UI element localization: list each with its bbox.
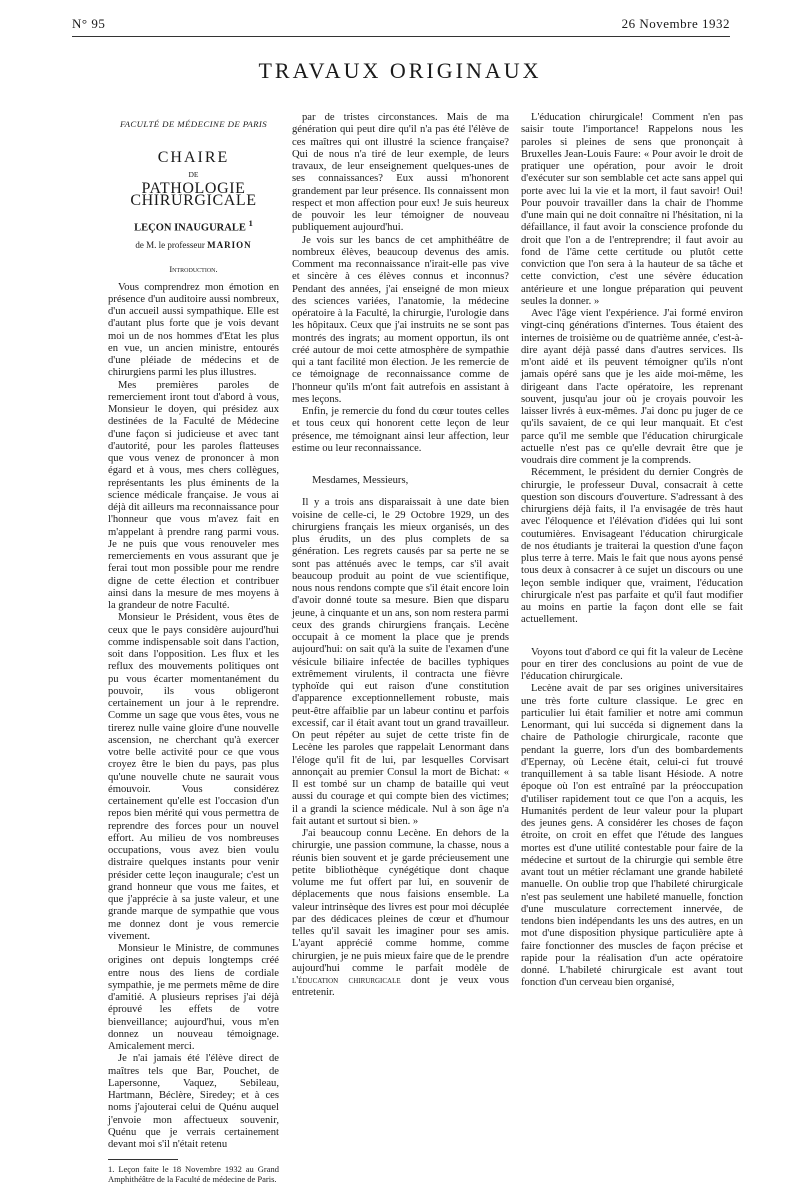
- paragraph: L'éducation chirurgicale! Comment n'en pas saisir toute l'importance! Rappelons nous les paroles si pleines de sens que prononçait à Bruxelles Jean-Louis Faure: « Pour avoir le droit de pratiquer une opération, pour avoir le droit d'exécuter sur son semblable cet acte sans appel qui porte avec lui la vie et la mort, il faut savoir! Oui! Pour pouvoir travailler dans la chair de l'homme d'une main qui ne doit connaître ni l'hésitation, ni la défaillance, il faut avoir la conscience profonde du droit que l'on a de l'entreprendre; il faut avoir au fond de l'âme cette certitude ou plutôt cette conviction que l'on sera à la hauteur de sa tâche et cette conviction, c'est une sévère éducation antérieure et une longue préparation qui peuvent seules la donner. »: [521, 112, 743, 307]
- footnote-number: 1.: [108, 1164, 115, 1175]
- column-3: [521, 112, 743, 1072]
- paragraph: Monsieur le Ministre, de communes origines ont depuis longtemps créé entre nous des liens de cordiale sympathie, je me permets même de dire d'amitié. A plusieurs reprises j'ai déjà éprouvé les effets de votre bienveillance; aujourd'hui, vous m'en donnez un nouveau témoignage. Amicalement merci.: [108, 943, 279, 1052]
- section-gap: [521, 627, 743, 647]
- paragraph: Vous comprendrez mon émotion en présence d'un auditoire aussi nombreux, d'un accueil aussi sympathique. Elle est d'autant plus forte que je vois devant moi un de nos hommes d'Etat les plus en vue, un ancien ministre, entourés d'une pléiade de médecins et de chirurgiens parmi les plus illustres.: [108, 281, 279, 379]
- footnote-rule: [108, 1159, 178, 1160]
- lecon-heading: [108, 217, 279, 235]
- paragraph: [292, 828, 509, 1000]
- paragraph: Monsieur le Président, vous êtes de ceux que le pays considère aujourd'hui comme indispensable soit dans l'action, soit dans l'opposition. Les flux et les reflux des mouvements politiques ont pu vous écarter momentanément du pouvoir, ils vous obligeront certainement un jour à le reprendre. Comme un sage que vous êtes, vous ne tirerez nulle vaine gloire d'une nouvelle ascension, ne cherchant qu'à exercer votre belle activité pour ce que vous croyez être le bien du pays, pas plus qu'une nouvelle chute ne saurait vous émouvoir. Vous considérez certainement qu'elle est l'occasion d'un repos bien mérité qui vous permettra de reprendre des forces pour un nouvel effort. Au milieu de vos nombreuses occupations, vous avez bien voulu distraire quelques instants pour venir présider cette leçon inaugurale; c'est un grand honneur que vous me faites, et que j'apprécie à sa juste valeur, et une grande marque de sympathie que vous me donnez dont je vous remercie vivement.: [108, 612, 279, 942]
- lecon-label: LEÇON INAUGURALE: [134, 222, 246, 234]
- author-name: MARION: [207, 240, 252, 250]
- column-2: [292, 112, 509, 1072]
- paragraph: Il y a trois ans disparaissait à une date bien voisine de celle-ci, le 29 Octobre 1929, un des chirurgiens français les mieux organisés, un des plus érudits, un des plus complets de sa génération. Les regrets causés par sa perte ne se sont pas atténués avec le temps, car s'il avait beaucoup produit au point de vue scientifique, nous nous rendons compte que s'il était encore loin d'avoir donné toute sa mesure. Bien que disparu jeune, à cinquante et un ans, son nom restera parmi ceux des grands chirurgiens français. Lecène occupait à ce moment la place que je prends aujourd'hui: on sait qu'à la suite de l'examen d'une vésicule biliaire infectée de bacilles typhiques extrêmement virulents, il contracta une fièvre typhoïde qui eut raison d'une constitution d'apparence exceptionnellement robuste, mais peut-être affaiblie par un labeur continu et parfois excessif, car il était avant tout un grand travailleur. On peut répéter au sujet de cette triste fin de Lecène les paroles que rappelait Lenormant dans l'éloge qu'il fit de lui, par lesquelles Corvisart annonçait au premier Consul la mort de Bichat: « Il est tombé sur un champ de bataille qui veut aussi du courage et qui compte bien des victimes; il a grandi la science médicale. Nul à son âge n'a fait autant et surtout si bien. »: [292, 497, 509, 827]
- section-title: TRAVAUX ORIGINAUX: [258, 58, 542, 83]
- header-rule: [72, 36, 730, 37]
- intro-heading: Introduction.: [169, 264, 218, 275]
- paragraph: Je vois sur les bancs de cet amphithéâtre de nombreux élèves, beaucoup devenus des amis. Comment ma reconnaissance n'irait-elle pas vive et sincère à ces élèves connus et inconnus? Pendant des années, j'ai enseigné de mon mieux des sciences variées, l'anatomie, la médecine opératoire à la Faculté, la chirurgie, l'urologie dans les hôpitaux. Ceux que j'ai instruits ne se sont pas montrés des ingrats; au moment opportun, ils ont créé autour de moi cette atmosphère de sympathie qui a tant facilité mon élection. Je les remercie de ce témoignage de reconnaissance comme de l'honneur qu'ils m'ont fait autrefois en assistant à mes leçons.: [292, 234, 509, 405]
- salutation: Mesdames, Messieurs,: [312, 475, 409, 486]
- issue-date: 26 Novembre 1932: [621, 16, 730, 31]
- issue-number: N° 95: [72, 16, 106, 31]
- emphasis-education: l'éducation chirurgicale: [292, 975, 401, 986]
- paragraph: Je n'ai jamais été l'élève direct de maîtres tels que Bar, Pouchet, de Lapersonne, Vaquez, Sebileau, Hartmann, Béclère, Siredey; et à ces noms j'ajouterai celui de Quénu auquel j'envoie mon affectueux souvenir, Quénu que je verrais certainement devant moi s'il n'était retenu: [108, 1053, 279, 1150]
- chaire-heading: CHAIRE: [157, 149, 230, 167]
- footnote: [108, 1164, 279, 1184]
- footnote-text: Leçon faite le 18 Novembre 1932 au Grand Amphithéâtre de la Faculté de médecine de Paris.: [108, 1164, 279, 1184]
- paragraph: Récemment, le président du dernier Congrès de chirurgie, le professeur Duval, consacrait à cette question son discours d'ouverture. S'adressant à des chirurgiens déjà faits, il l'a envisagée de très haut avec l'éloquence et l'élévation d'idées qui lui sont coutumières. Envisageant l'éducation chirurgicale de nos étudiants je traiterai la question d'une façon plus terre à terre. Mais le fait que nous ayons pensé tous deux à consacrer à ce sujet un discours ou une leçon semble indiquer que, vraiment, l'éducation chirurgicale n'est pas parfaite et qu'il faut modifier au moins en partie la façon dont elle se fait actuellement.: [521, 467, 743, 626]
- paragraph: Enfin, je remercie du fond du cœur toutes celles et tous ceux qui honorent cette leçon de leur présence, me témoignant ainsi leur affection, leur estime ou leur reconnaissance.: [292, 406, 509, 454]
- paragraph: Lecène avait de par ses origines universitaires une très forte culture classique. Le grec en particulier lui était familier et notre ami commun Lenormant, qui lui succéda si dignement dans la chaire de Pathologie chirurgicale, raconte que pendant la guerre, lors d'un des bombardements d'Epernay, où Lecène était, celui-ci fut trouvé tranquillement à sa table lisant Hésiode. A notre époque où l'on est entraîné par la préoccupation d'utiliser rapidement tout ce que l'on a acquis, les Humanités perdent de leur valeur pour la plupart des jeunes gens. A considérer les choses de façon étroite, on croit en effet que l'étude des langues mortes est d'une utilité contestable pour faire de la médecine et surtout de la chirurgie qui semble être avant tout un métier réclamant une grande habileté manuelle. On oublie trop que l'habileté chirurgicale n'est pas seulement une habileté manuelle, fonction d'une musculature correctement innervée, de tendons bien indépendants les uns des autres, en un mot d'une disposition physique particulière apte à faire fonctionner des muscles de façon précise et rapide pour la réalisation d'un acte opératoire donné. L'habileté chirurgicale est avant tout fonction d'un cerveau bien organisé,: [521, 683, 743, 989]
- paragraph: Voyons tout d'abord ce qui fit la valeur de Lecène pour en tirer des conclusions au point de vue de l'éducation chirurgicale.: [521, 646, 743, 682]
- paragraph: par de tristes circonstances. Mais de ma génération qui peut dire qu'il n'a pas été l'élève de ces maîtres qui ont illustré la science française? Qui de nous n'a tiré de leur exemple, de leurs travaux, de leur enseignement quelques-unes de ses connaissances? Eux aussi m'honorent grandement par leur présence. Ils connaissent mon respect et mon affection pour eux! Je suis heureux de pouvoir les leur témoigner de nouveau publiquement aujourd'hui.: [292, 112, 509, 234]
- paragraph: Avec l'âge vient l'expérience. J'ai formé environ vingt-cinq générations d'internes. Tous étaient des internes de troisième ou de quatrième année, c'est-à-dire ayant déjà passé dans d'autres services. Ils m'ont aidé et ils peuvent témoigner qu'ils n'ont jamais opéré sans que je les aide moi-même, les dirigeant dans l'acte opératoire, les reprenant souvent, jusqu'au jour où je croyais pouvoir les laisser livrés à eux-mêmes. J'ai donc pu juger de ce qu'ils savaient, de ce qui leur manquait. Et c'est parce qu'il me semble que l'éducation chirurgicale actuelle n'est pas ce qu'elle devrait être que je voudrais dire comment je la comprends.: [521, 308, 743, 466]
- discipline-heading: PATHOLOGIE CHIRURGICALE: [130, 179, 257, 209]
- footnote-mark: 1: [248, 218, 253, 229]
- chaire-de: DE: [188, 169, 199, 179]
- paragraph-end: dont je veux vous entretenir.: [292, 975, 510, 999]
- running-header: [72, 16, 730, 32]
- paragraph-text: J'ai beaucoup connu Lecène. En dehors de la chirurgie, une passion commune, la chasse, nous a réunis bien souvent et je garde précieusement une petite bibliothèque cynégétique dont chaque volume me fut offert par lui, en souvenir de déplacements que nous faisions ensemble. La valeur intrinsèque des livres est pour moi décuplée par des dédicaces pleines de cœur et d'humour telles qu'il savait les imaginer pour ses amis. L'ayant apprécié comme homme, comme chirurgien, je ne puis mieux faire que de le prendre aujourd'hui comme le parfait modèle de: [292, 828, 509, 974]
- paragraph: Mes premières paroles de remerciement iront tout d'abord à vous, Monsieur le doyen, qui présidez aux destinées de la Faculté de Médecine d'une façon si judicieuse et avec tant d'autorité, pour les paroles flatteuses que vous venez de prononcer à mon égard et à vous, mes chers collègues, représentants les plus éminents de la science médicale française. Je vous ai déjà dit ailleurs ma reconnaissance pour l'honneur que vous m'avez fait en m'appelant à prendre rang parmi vous. Je ne puis que vous renouveler mes remerciements en vous assurant que je ferai tout mon possible pour me rendre digne de cette élection et contribuer ainsi dans la mesure de mes moyens à la grandeur de notre Faculté.: [108, 379, 279, 611]
- column-1: [108, 112, 279, 1184]
- author-prefix: de M. le professeur: [135, 240, 205, 250]
- faculty-name: FACULTÉ DE MÉDECINE DE PARIS: [119, 119, 268, 129]
- author-line: [108, 239, 279, 251]
